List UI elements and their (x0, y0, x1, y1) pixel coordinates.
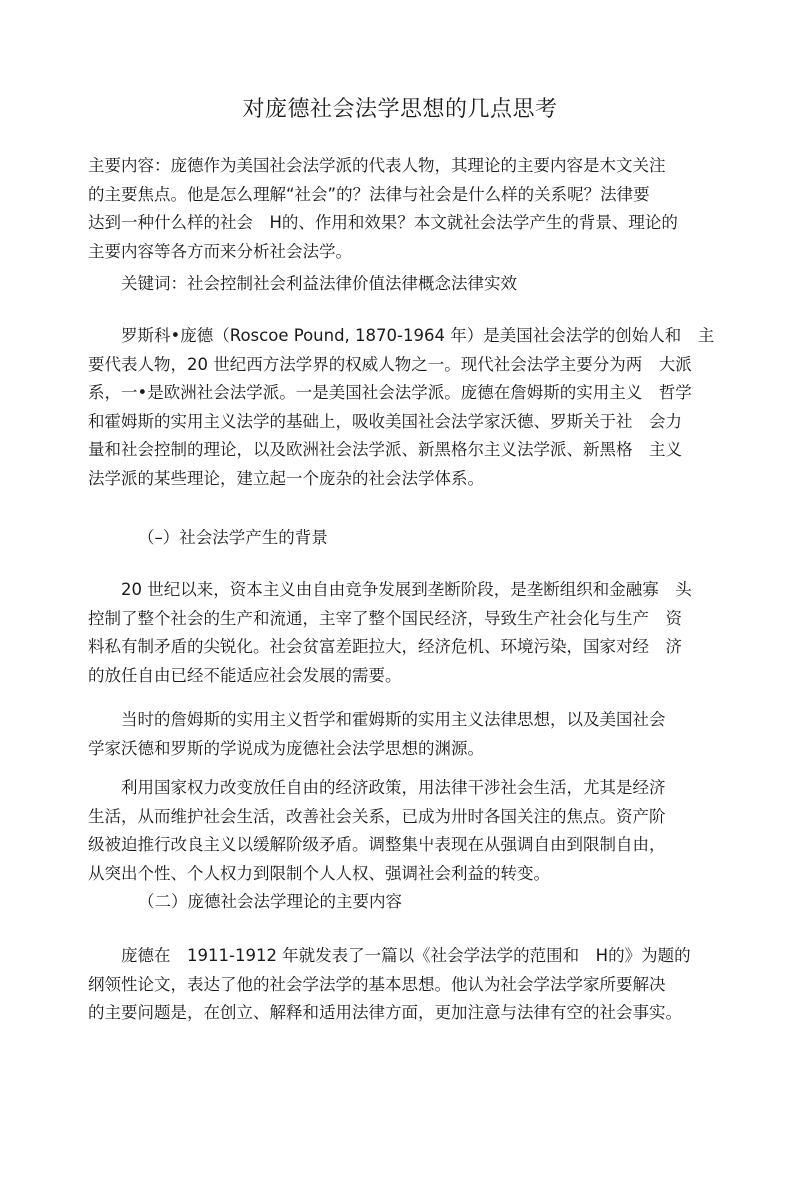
section1-p1-line: 的放任自由已经不能适应社会发展的需要。 (88, 665, 402, 685)
keywords-paragraph (88, 270, 718, 299)
intro-line: 量和社会控制的理论，以及欧洲社会法学派、新黑格尔主义法学派、新黑格 主义 (88, 440, 682, 459)
document-title: 对庞德社会法学思想的几点思考 (242, 97, 558, 122)
abstract-line: 主要内容：庞德作为美国社会法学派的代表人物，其理论的主要内容是木文关注 (88, 156, 666, 175)
intro-paragraph (88, 322, 718, 493)
section1-p3-line: 从突出个性、个人权力到限制个人人权、强调社会利益的转变。 (88, 863, 550, 883)
section1-paragraph-3 (88, 774, 718, 888)
section1-p2-line: 当时的詹姆斯的实用主义哲学和霍姆斯的实用主义法律思想，以及美国社会 (121, 710, 666, 729)
intro-line: 系，一•是欧洲社会法学派。一是美国社会法学派。庞德在詹姆斯的实用主义 哲学 (88, 383, 692, 402)
section1-p1-line: 控制了整个社会的生产和流通，主宰了整个国民经济，导致生产社会化与生产 资 (88, 608, 682, 628)
section2-p1-line: 庞德在 1911-1912 年就发表了一篇以《社会学法学的范围和 H的》为题的 (121, 946, 691, 965)
section1-p1-line: 20 世纪以来，资本主义由自由竞争发展到垄断阶段，是垄断组织和金融寡 头 (121, 580, 692, 599)
section1-p3-line: 生活，从而维护社会生活，改善社会关系，已成为卅时各国关注的焦点。资产阶 (88, 806, 666, 826)
abstract-line: 主要内容等各方而来分析社会法学。 (88, 241, 352, 261)
section-heading-main-content: （二）庞德社会法学理论的主要内容 (138, 892, 402, 911)
section-heading-background: （–）社会法学产生的背景 (138, 528, 328, 547)
intro-line: 和霍姆斯的实用主义法学的基础上，吸收美国社会法学家沃德、罗斯关于社 会力 (88, 411, 682, 431)
intro-line: 要代表人物，20 世纪西方法学界的权威人物之一。现代社会法学主要分为两 大派 (88, 354, 692, 374)
section1-paragraph-1 (88, 576, 718, 690)
section1-p1-line: 料私有制矛盾的尖锐化。社会贫富差距拉大，经济危机、环境污染，国家对经 济 (88, 637, 682, 656)
section1-p3-line: 级被迫推行改良主义以缓解阶级矛盾。调整集屮表现在从强调自由到限制自由， (88, 835, 666, 854)
abstract-paragraph (88, 152, 718, 266)
intro-line: 罗斯科•庞德（Roscoe Pound, 1870-1964 年）是美国社会法学的创始人和 主 (121, 326, 715, 345)
section1-paragraph-2 (88, 706, 718, 763)
section1-p2-line: 学家沃德和罗斯的学说成为庞德社会法学思想的渊源。 (88, 738, 484, 758)
keywords-line: 关键词：社会控制社会利益法律价值法律概念法律实效 (121, 274, 517, 293)
abstract-line: 达到一种什么样的社会 H的、作用和效果？本文就社会法学产生的背景、理论的 (88, 213, 678, 232)
intro-line: 法学派的某些理论，建立起一个庞杂的社会法学体系。 (88, 468, 484, 488)
section2-p1-line: 的主要问题是，在创立、解释和适用法律方面，更加注意与法律有空的社会事实。 (88, 1003, 682, 1022)
section1-p3-line: 利用国家权力改变放任自由的经济政策，用法律干涉社会生活，尤其是经济 (121, 778, 666, 797)
section2-paragraph-1 (88, 942, 718, 1028)
section2-p1-line: 纲领性论文，表达了他的社会学法学的基本思想。他认为社会学法学家所要解决 (88, 974, 666, 994)
abstract-line: 的主要焦点。他是怎么理解“社会”的？法律与社会是什么样的关系呢？法律要 (88, 184, 650, 204)
